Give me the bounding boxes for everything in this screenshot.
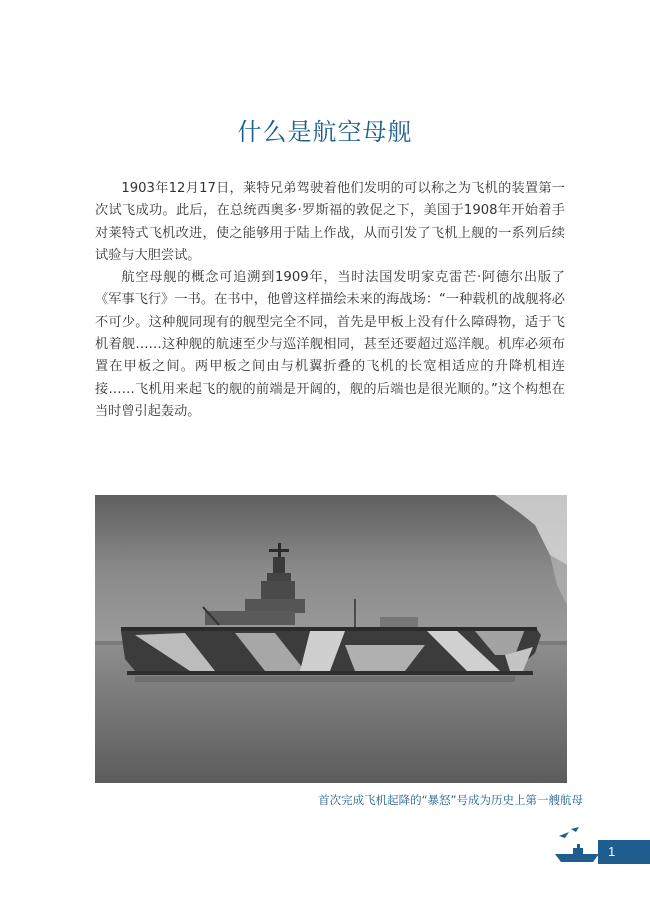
article-body <box>95 178 565 423</box>
paragraph-1: 1903年12月17日，莱特兄弟驾驶着他们发明的可以称之为飞机的装置第一次试飞成功。此后，在总统西奥多·罗斯福的敦促之下，美国于1908年开始着手对莱特式飞机改进，使之能够用于陆上作战，从而引发了飞机上舰的一系列后续试验与大胆尝试。 <box>95 181 565 263</box>
photo-caption: 首次完成飞机起降的“暴怒”号成为历史上第一艘航母 <box>318 793 583 807</box>
carrier-photo-illustration <box>95 495 567 783</box>
ship-logo-icon <box>553 826 601 864</box>
aircraft-carrier-photo <box>95 495 567 783</box>
page-number: 1 <box>598 840 650 864</box>
page-title: 什么是航空母舰 <box>237 118 413 146</box>
paragraph-2: 航空母舰的概念可追溯到1909年，当时法国发明家克雷芒·阿德尔出版了《军事飞行》一书。在书中，他曾这样描绘未来的海战场：“一种载机的战舰将必不可少。这种舰同现有的舰型完全不同，首先是甲板上没有什么障碍物，适于飞机着舰……这种舰的航速至少与巡洋舰相同，甚至还要超过巡洋舰。机库必须布置在甲板之间。两甲板之间由与机翼折叠的飞机的长宽相适应的升降机相连接……飞机用来起飞的舰的前端是开阔的，舰的后端也是很光顺的。”这个构想在当时曾引起轰动。 <box>95 270 565 419</box>
